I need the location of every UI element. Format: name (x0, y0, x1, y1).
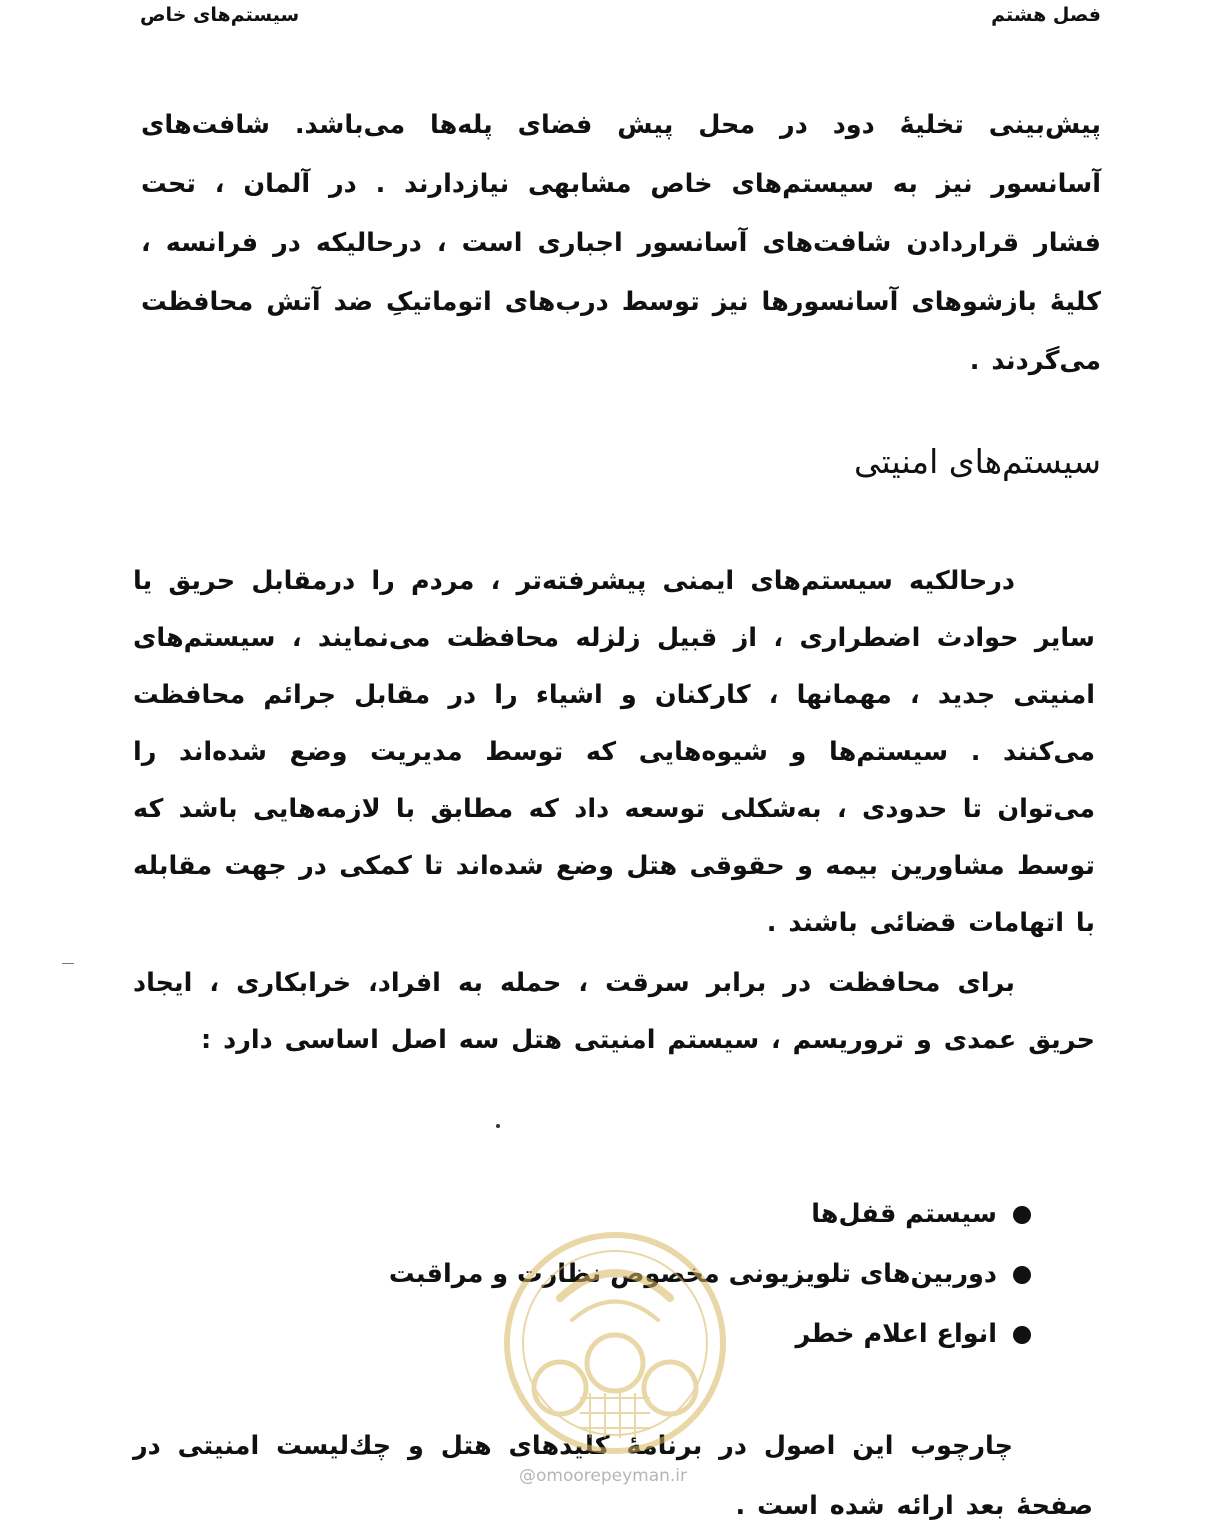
list-item-label: سیستم قفل‌ها (811, 1199, 997, 1229)
bullet-icon (1013, 1326, 1031, 1344)
section-title-security-systems: سیستم‌های امنیتی (854, 442, 1101, 481)
bullet-icon (1013, 1266, 1031, 1284)
watermark-seal-icon (500, 1228, 730, 1458)
list-item-label: دوربین‌های تلویزیونی مخصوص نظارت و مراقبت (388, 1259, 997, 1289)
bullet-icon (1013, 1206, 1031, 1224)
scan-mark (496, 1124, 500, 1128)
paragraph-security-principles: برای محافظت در برابر سرقت ، حمله به افراد، خرابکاری ، ایجاد حریق عمدی و تروریسم ، سیستم امنیتی هتل سه اصل اساسی دارد : (133, 968, 1095, 1055)
scan-mark (62, 963, 74, 964)
section-header: سیستم‌های خاص (140, 4, 300, 26)
list-item-label: انواع اعلام خطر (795, 1319, 997, 1349)
paragraph-key-checklist: چارچوب این اصول در برنامهٔ کلیدهای هتل و چك‌لیست امنیتی در صفحهٔ بعد ارائه شده است . (133, 1431, 1093, 1521)
paragraph-smoke-evacuation: پیش‌بینی تخلیهٔ دود در محل پیش فضای پله‌ها می‌باشد. شافت‌های آسانسور نیز به سیستم‌های خاص مشابهی نیازدارند . در آلمان ، تحت فشار قراردادن شافت‌های آسانسور اجباری است ، درحالیکه در فرانسه ، کلیهٔ بازشوهای آسانسورها نیز توسط درب‌های اتوماتیکِ ضد آتش محافظت می‌گردند . (141, 110, 1101, 376)
paragraph-security-intro: درحالکیه سیستم‌های ایمنی پیشرفته‌تر ، مردم را درمقابل حریق یا سایر حوادث اضطراری ، از قبیل زلزله محافظت می‌نمایند ، سیستم‌های امنیتی جدید ، مهمانها ، کارکنان و اشیاء را در مقابل جرائم محافظت می‌کنند . سیستم‌ها و شیوه‌هایی که توسط مدیریت وضع شده‌اند را می‌توان تا حدودی ، به‌شکلی توسعه داد که مطابق با لازمه‌هایی باشد که توسط مشاورین بیمه و حقوقی هتل وضع شده‌اند تا کمکی در جهت مقابله با اتهامات قضائی باشند . (133, 566, 1095, 938)
chapter-header: فصل هشتم (991, 4, 1101, 26)
watermark-url: @omoorepeyman.ir (519, 1466, 688, 1486)
